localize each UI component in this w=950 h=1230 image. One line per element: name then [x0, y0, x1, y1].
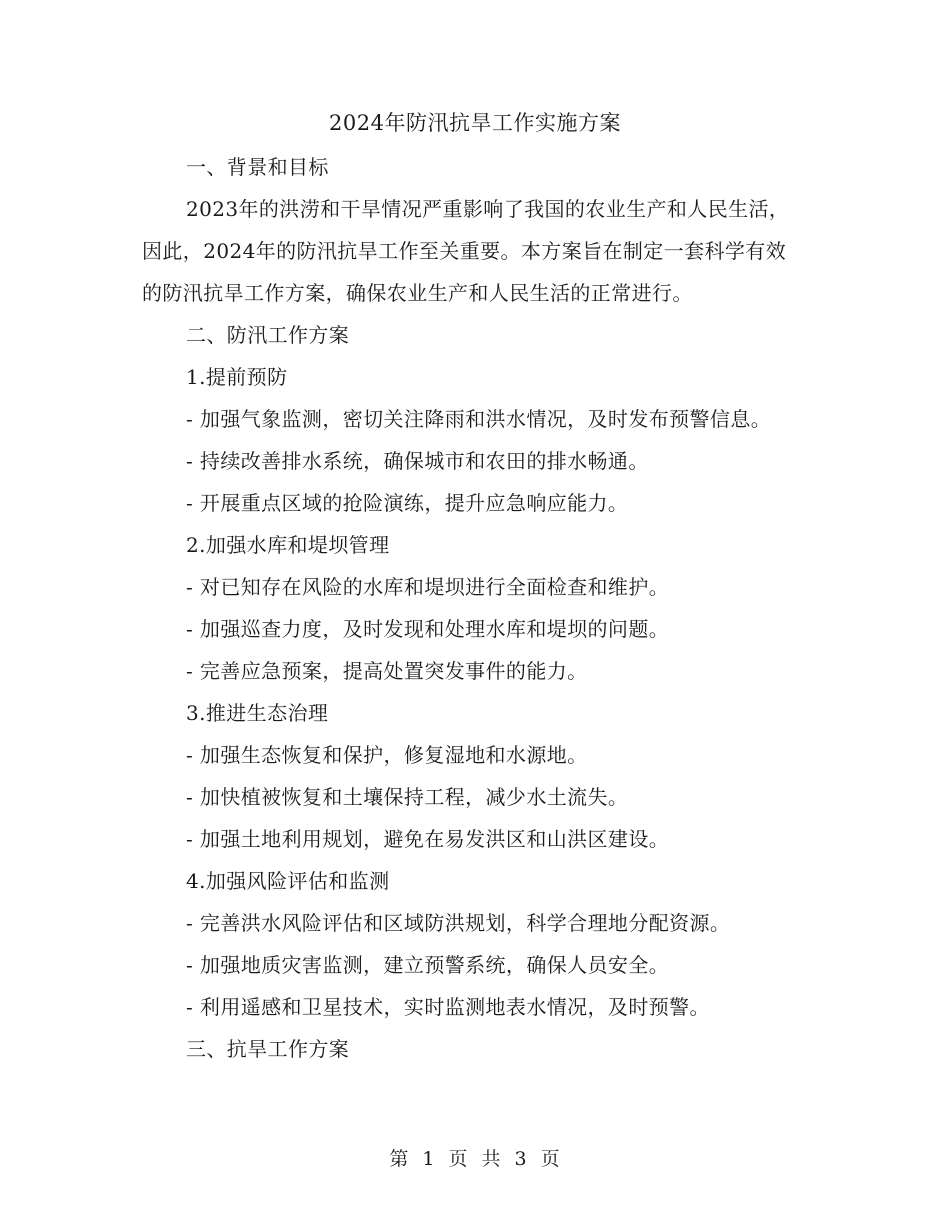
list-item: - 加强土地利用规划，避免在易发洪区和山洪区建设。	[186, 827, 670, 851]
list-item: - 完善应急预案，提高处置突发事件的能力。	[186, 659, 588, 683]
page-number-footer: 第 1 页 共 3 页	[389, 1148, 561, 1170]
document-body	[142, 146, 802, 1070]
subsection-heading-prevention: 1.提前预防	[186, 365, 288, 389]
list-item: - 加强生态恢复和保护，修复湿地和水源地。	[186, 743, 588, 767]
section-heading-drought: 三、抗旱工作方案	[186, 1037, 350, 1061]
subsection-heading-ecology: 3.推进生态治理	[186, 701, 329, 725]
list-item: - 完善洪水风险评估和区域防洪规划，科学合理地分配资源。	[186, 911, 731, 935]
section-heading-flood-control: 二、防汛工作方案	[186, 323, 350, 347]
section-heading-background: 一、背景和目标	[186, 155, 329, 179]
list-item: - 开展重点区域的抢险演练，提升应急响应能力。	[186, 491, 629, 515]
list-item: - 加强气象监测，密切关注降雨和洪水情况，及时发布预警信息。	[186, 407, 772, 431]
list-item: - 加强地质灾害监测，建立预警系统，确保人员安全。	[186, 953, 670, 977]
document-title: 2024年防汛抗旱工作实施方案	[329, 111, 621, 135]
subsection-heading-risk: 4.加强风险评估和监测	[186, 869, 390, 893]
list-item: - 利用遥感和卫星技术，实时监测地表水情况，及时预警。	[186, 995, 710, 1019]
list-item: - 对已知存在风险的水库和堤坝进行全面检查和维护。	[186, 575, 670, 599]
list-item: - 加强巡查力度，及时发现和处理水库和堤坝的问题。	[186, 617, 670, 641]
background-paragraph: 2023年的洪涝和干旱情况严重影响了我国的农业生产和人民生活，因此，2024年的防汛抗旱工作至关重要。本方案旨在制定一套科学有效的防汛抗旱工作方案，确保农业生产和人民生活的正常进行。	[142, 197, 790, 305]
list-item: - 持续改善排水系统，确保城市和农田的排水畅通。	[186, 449, 649, 473]
subsection-heading-reservoir: 2.加强水库和堤坝管理	[186, 533, 390, 557]
list-item: - 加快植被恢复和土壤保持工程，减少水土流失。	[186, 785, 629, 809]
